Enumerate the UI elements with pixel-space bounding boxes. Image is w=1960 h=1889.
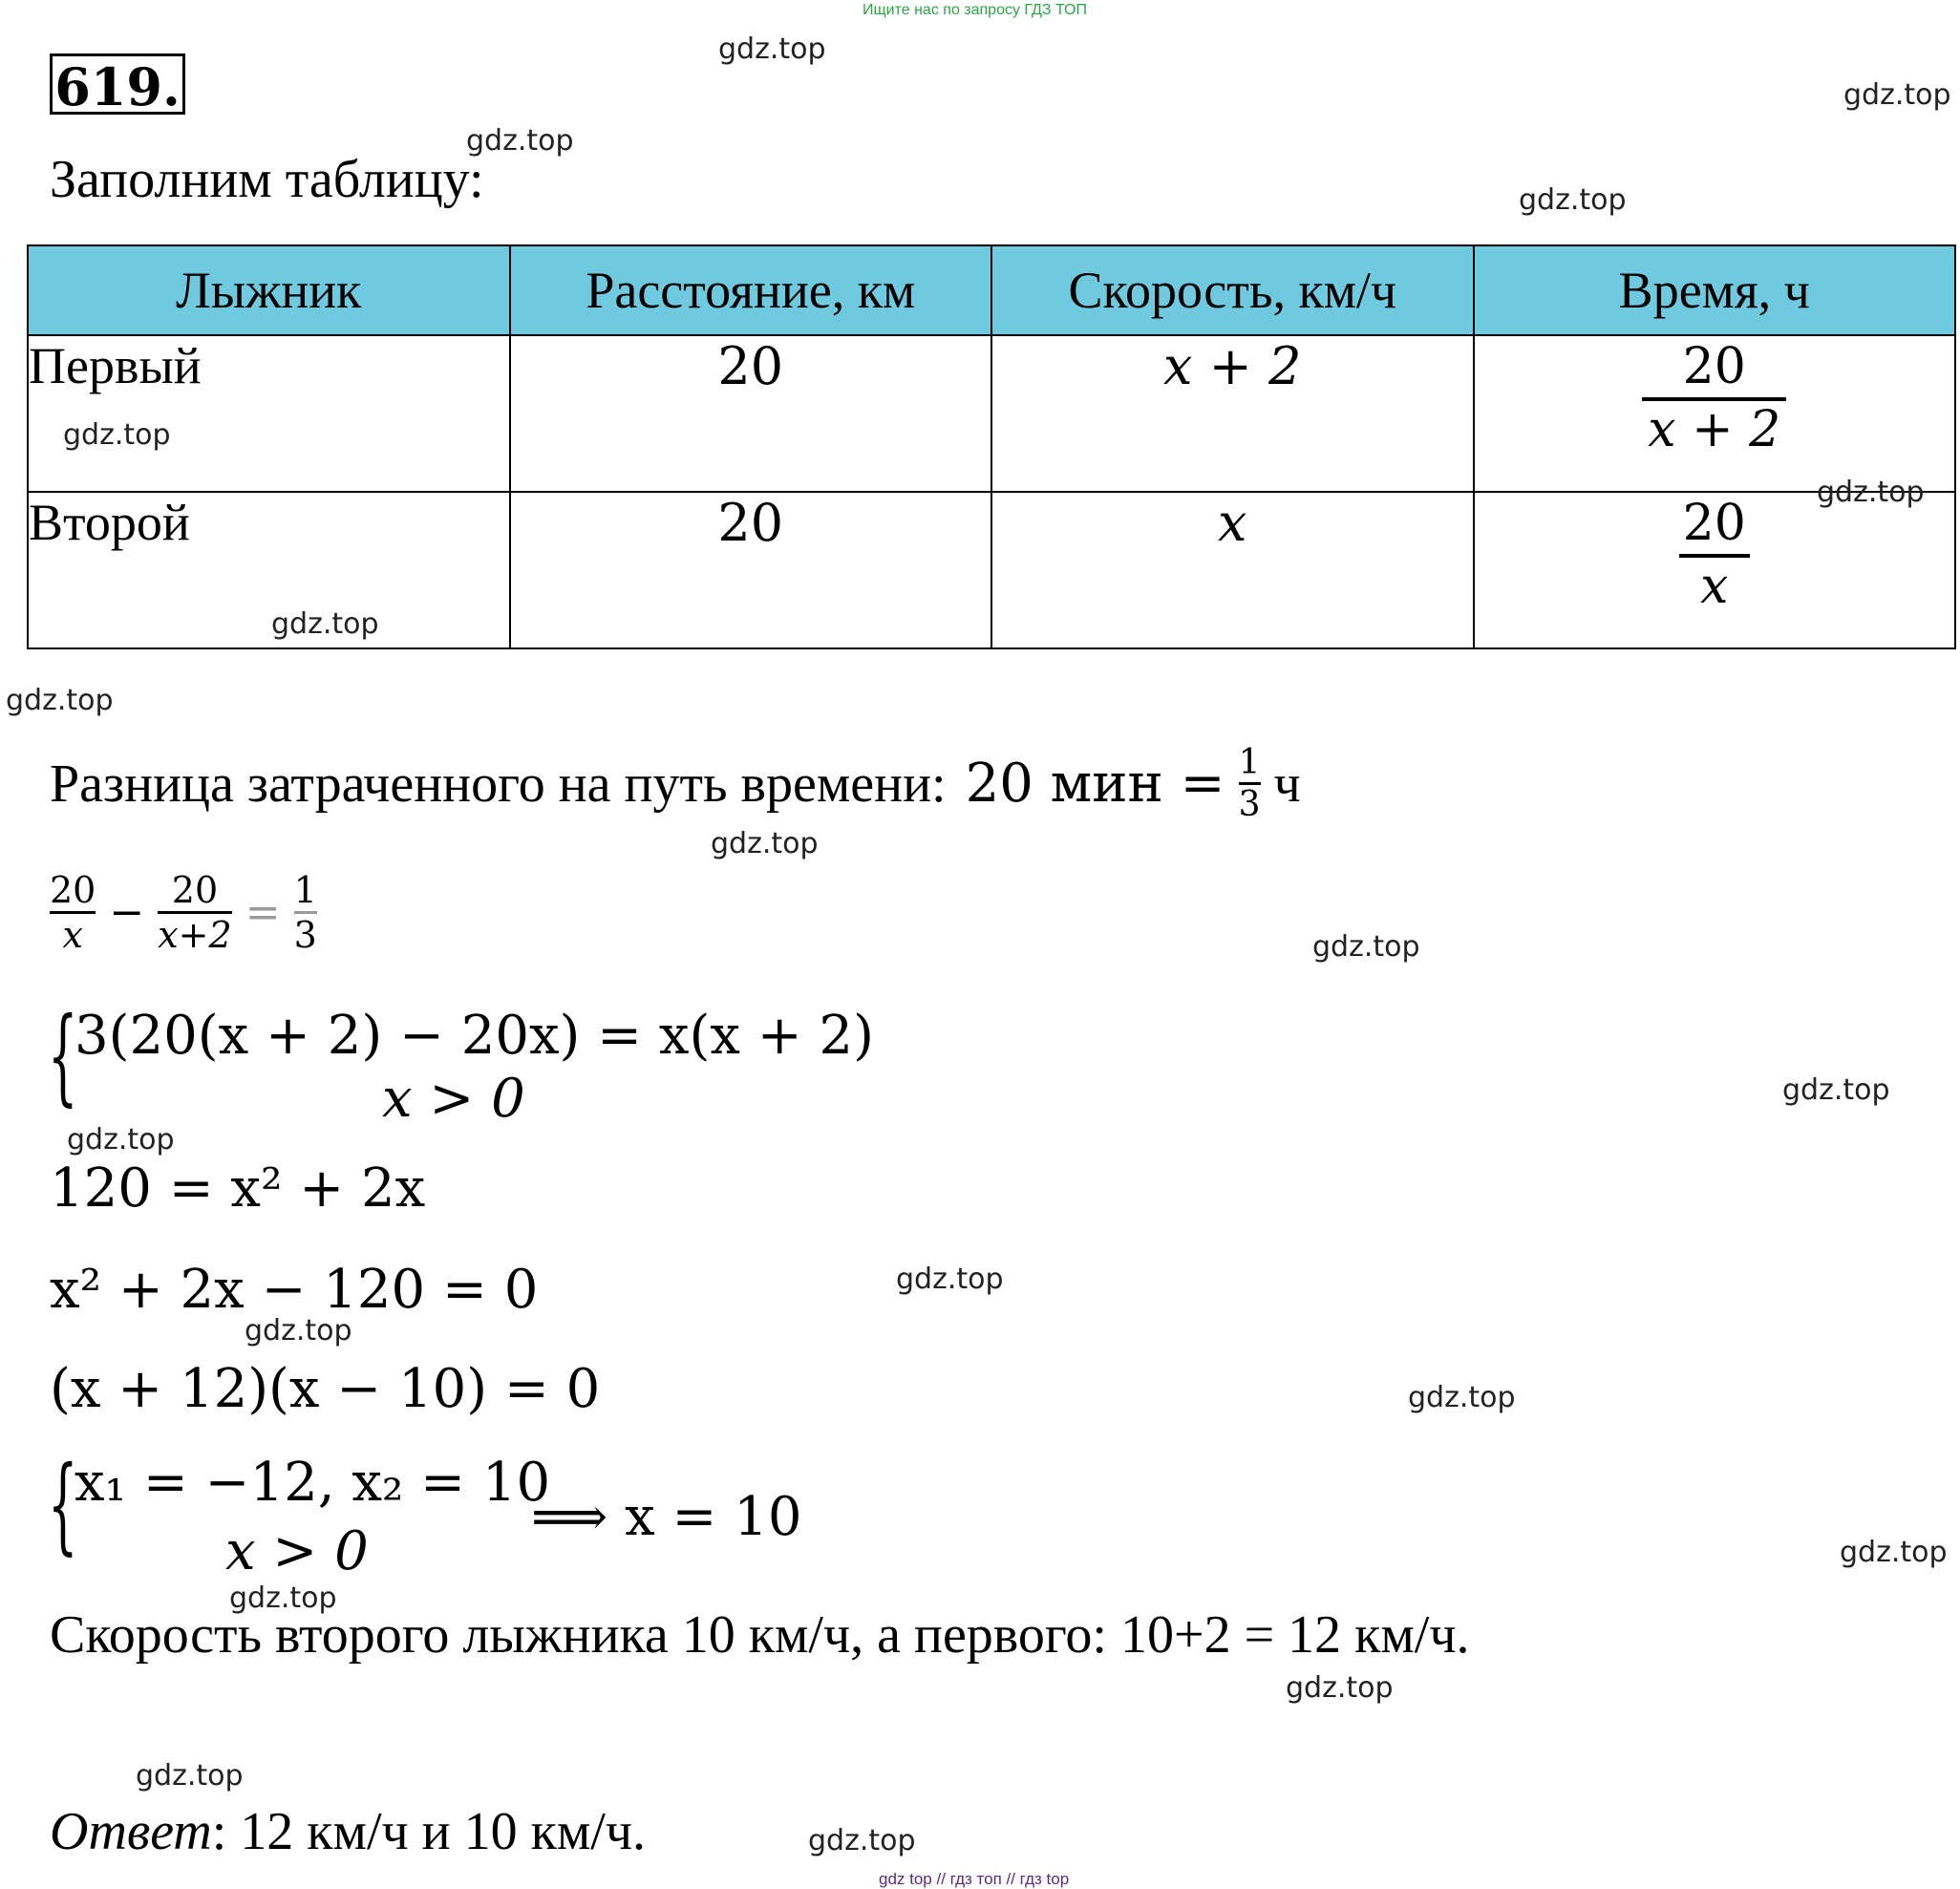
- cell-speed: [991, 492, 1474, 648]
- time-numerator: 20: [1682, 495, 1746, 552]
- speed-value: x + 2: [1163, 336, 1302, 396]
- time-denominator: x + 2: [1642, 397, 1786, 458]
- watermark: gdz.top: [67, 1123, 175, 1157]
- difference-denominator: 3: [1239, 782, 1261, 824]
- distance-value: 20: [717, 336, 784, 396]
- table-header-row: [28, 245, 1955, 335]
- cell-skier: [28, 492, 510, 648]
- problem-number: 619.: [50, 53, 185, 115]
- fraction-denominator: x: [50, 911, 96, 956]
- cell-speed: [991, 335, 1474, 492]
- cell-time: [1474, 335, 1956, 492]
- time-numerator: 20: [1682, 338, 1746, 395]
- watermark: gdz.top: [808, 1824, 916, 1857]
- watermark: gdz.top: [1840, 1536, 1948, 1569]
- table-row: [28, 335, 1955, 492]
- fraction-denominator: x+2: [158, 911, 231, 956]
- cell-distance: [510, 335, 992, 492]
- system1-line2: x > 0: [382, 1068, 525, 1130]
- difference-fraction: [1239, 743, 1261, 824]
- watermark: gdz.top: [896, 1263, 1004, 1296]
- header-distance: Расстояние, км: [510, 245, 992, 335]
- watermark: gdz.top: [1817, 476, 1925, 509]
- watermark: gdz.top: [136, 1759, 244, 1793]
- watermark: gdz.top: [466, 124, 574, 158]
- fraction-numerator: 1: [293, 869, 317, 911]
- difference-line: [50, 743, 1301, 824]
- time-denominator: x: [1679, 554, 1750, 615]
- minus-sign: −: [109, 888, 145, 937]
- header-skier: Лыжник: [28, 245, 510, 335]
- header-time: Время, ч: [1474, 245, 1956, 335]
- watermark: gdz.top: [1408, 1381, 1516, 1414]
- watermark: gdz.top: [245, 1314, 352, 1348]
- skiers-table: [27, 244, 1956, 649]
- system2-result: ⟹ x = 10: [531, 1486, 802, 1548]
- difference-text: Разница затраченного на путь времени:: [50, 753, 947, 814]
- difference-numerator: 1: [1238, 743, 1261, 782]
- difference-expr: 20 мин =: [965, 753, 1225, 815]
- answer-label: Ответ: [50, 1802, 212, 1861]
- fraction-denominator: 3: [294, 911, 317, 956]
- watermark: gdz.top: [1519, 183, 1627, 217]
- time-fraction: [1679, 495, 1750, 615]
- equals-sign: =: [245, 888, 281, 937]
- difference-unit: ч: [1273, 753, 1301, 814]
- system-brace-2: {: [48, 1443, 78, 1565]
- step-1: 120 = x² + 2x: [50, 1157, 426, 1220]
- system1-line1: 3(20(x + 2) − 20x) = x(x + 2): [75, 1005, 874, 1067]
- speed-value: x: [1218, 493, 1247, 553]
- bottom-banner: gdz top // гдз топ // гдз top: [879, 1870, 1070, 1888]
- system2-line2: x > 0: [225, 1520, 369, 1582]
- skier-name: Первый: [29, 337, 202, 394]
- watermark: gdz.top: [6, 684, 114, 717]
- equation-fraction-3: [294, 869, 317, 956]
- watermark: gdz.top: [271, 607, 379, 641]
- skier-name: Второй: [29, 494, 190, 551]
- system-brace-1: {: [48, 994, 78, 1116]
- step-2: x² + 2x − 120 = 0: [50, 1259, 539, 1321]
- fraction-equation: [50, 869, 317, 956]
- equation-fraction-1: [50, 869, 96, 956]
- header-speed: Скорость, км/ч: [991, 245, 1474, 335]
- intro-text: Заполним таблицу:: [50, 150, 484, 209]
- watermark: gdz.top: [63, 418, 171, 452]
- cell-distance: [510, 492, 992, 648]
- watermark: gdz.top: [1843, 78, 1951, 112]
- time-fraction: [1642, 338, 1786, 458]
- answer-line: [50, 1801, 646, 1862]
- cell-skier: [28, 335, 510, 492]
- watermark: gdz.top: [229, 1581, 337, 1615]
- step-3: (x + 12)(x − 10) = 0: [50, 1358, 601, 1420]
- system2-line1: x₁ = −12, x₂ = 10: [75, 1452, 551, 1514]
- conclusion-text: Скорость второго лыжника 10 км/ч, а первого: 10+2 = 12 км/ч.: [50, 1605, 1470, 1665]
- fraction-numerator: 20: [171, 869, 219, 911]
- distance-value: 20: [717, 493, 784, 553]
- watermark: gdz.top: [711, 827, 819, 860]
- fraction-numerator: 20: [50, 869, 96, 911]
- equation-fraction-2: [158, 869, 231, 956]
- watermark: gdz.top: [1782, 1073, 1890, 1107]
- top-banner: Ищите нас по запросу ГДЗ ТОП: [863, 2, 1087, 18]
- watermark: gdz.top: [1286, 1671, 1394, 1705]
- watermark: gdz.top: [718, 32, 826, 66]
- cell-time: [1474, 492, 1956, 648]
- answer-text: : 12 км/ч и 10 км/ч.: [211, 1802, 647, 1861]
- watermark: gdz.top: [1312, 930, 1420, 964]
